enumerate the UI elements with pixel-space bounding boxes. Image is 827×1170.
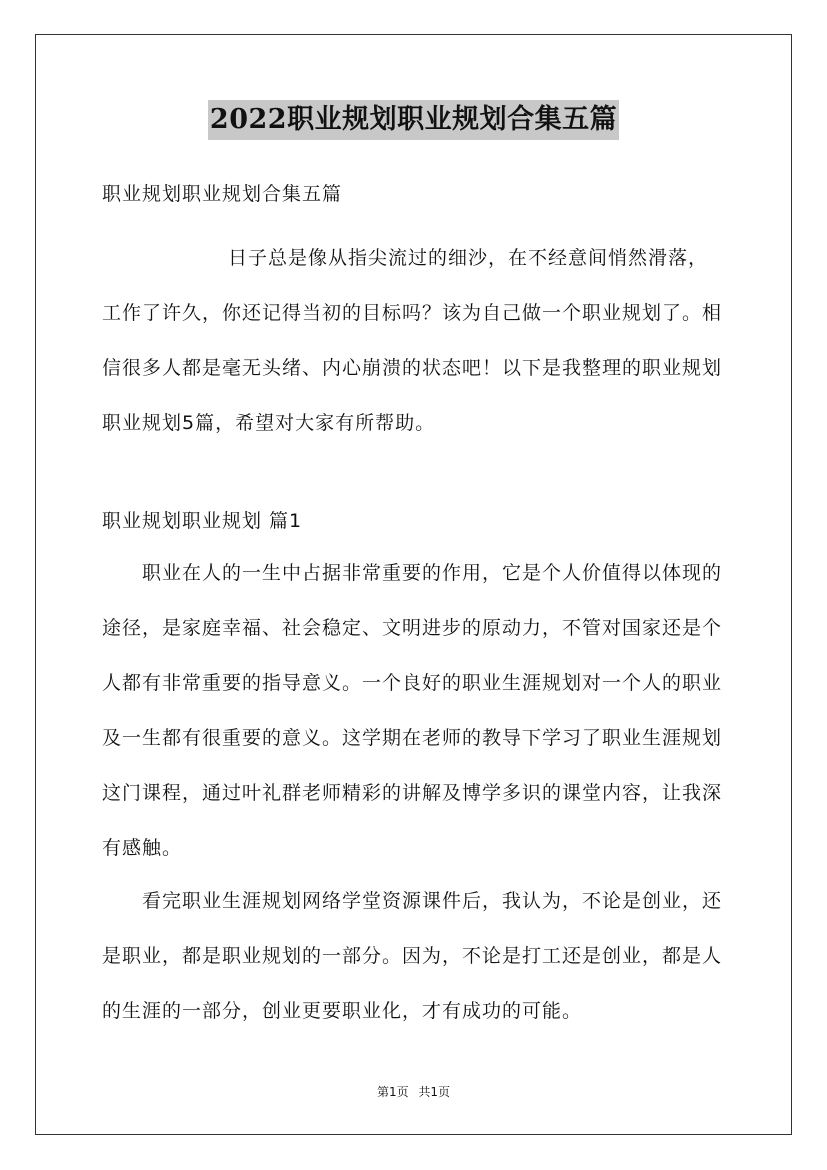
body-paragraph-1: 职业在人的一生中占据非常重要的作用，它是个人价值得以体现的途径，是家庭幸福、社会稳定、文明进步的原动力，不管对国家还是个人都有非常重要的指导意义。一个良好的职业生涯规划对一个人的职业及一生都有很重要的意义。这学期在老师的教导下学习了职业生涯规划这门课程，通过叶礼群老师精彩的讲解及博学多识的课堂内容，让我深有感触。 — [102, 562, 723, 859]
page-footer — [0, 1083, 827, 1100]
title-container — [0, 100, 827, 140]
intro-paragraph: 日子总是像从指尖流过的细沙，在不经意间悄然滑落，工作了许久，你还记得当初的目标吗？该为自己做一个职业规划了。相信很多人都是毫无头绪、内心崩溃的状态吧！以下是我整理的职业规划职业规划5篇，希望对大家有所帮助。 — [102, 247, 723, 434]
section-heading: 职业规划职业规划 篇1 — [102, 510, 303, 532]
page-number-current: 第1页 — [376, 1085, 409, 1099]
document-title: 2022职业规划职业规划合集五篇 — [208, 100, 619, 140]
body-paragraph-2: 看完职业生涯规划网络学堂资源课件后，我认为，不论是创业，还是职业，都是职业规划的一部分。因为，不论是打工还是创业，都是人的生涯的一部分，创业更要职业化，才有成功的可能。 — [102, 890, 723, 1022]
page-number-total: 共1页 — [418, 1085, 451, 1099]
document-subtitle: 职业规划职业规划合集五篇 — [102, 183, 343, 205]
